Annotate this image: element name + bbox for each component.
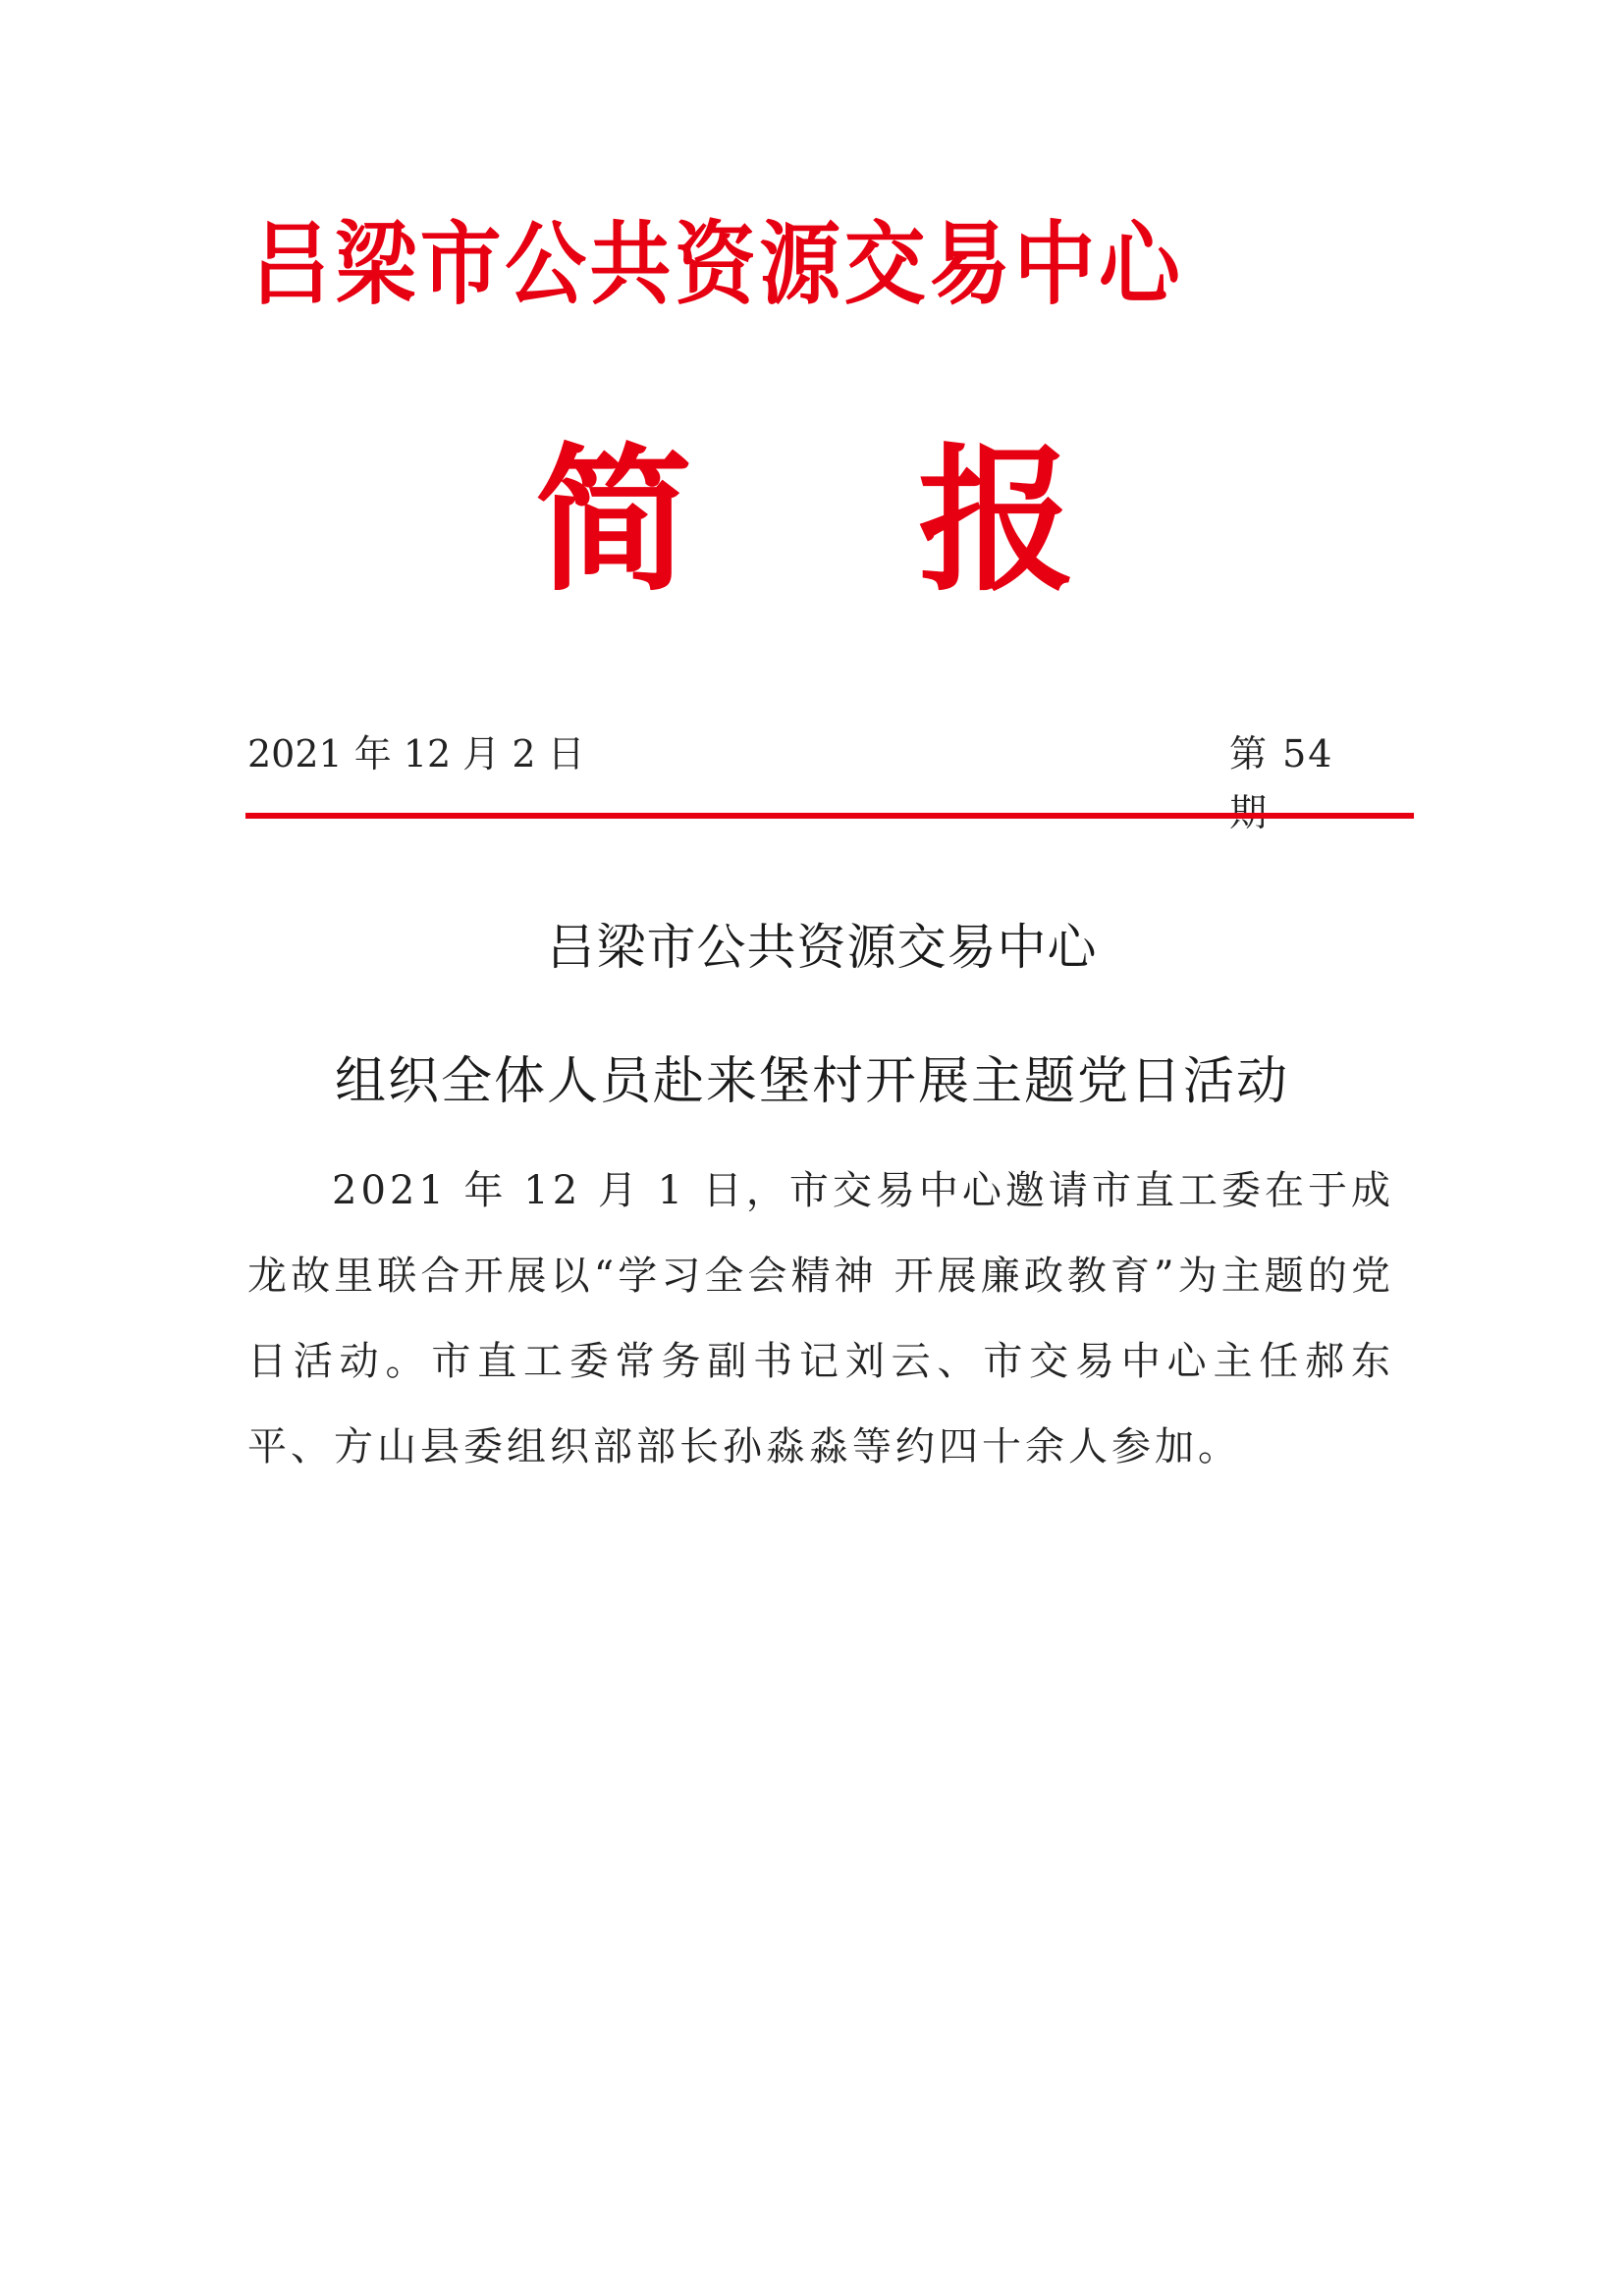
issue-info-row xyxy=(247,724,1377,783)
article-title-line-2: 组织全体人员赴来堡村开展主题党日活动 xyxy=(334,1052,1289,1111)
document-type-title: 简报 xyxy=(535,428,1302,613)
organization-header: 吕梁市公共资源交易中心 xyxy=(250,212,1184,317)
red-divider-line xyxy=(245,813,1414,819)
issue-date: 2021 年 12 月 2 日 xyxy=(247,732,585,775)
issue-number: 第 54 xyxy=(1229,732,1334,775)
article-title-line-1: 吕梁市公共资源交易中心 xyxy=(546,919,1098,976)
article-body-paragraph: 2021 年 12 月 1 日，市交易中心邀请市直工委在于成龙故里联合开展以“学习全会精神 开展廉政教育”为主题的党日活动。市直工委常务副书记刘云、市交易中心主任郝东平、方山县委组织部部长孙淼淼等约四十余人参加。 xyxy=(247,1168,1394,1469)
